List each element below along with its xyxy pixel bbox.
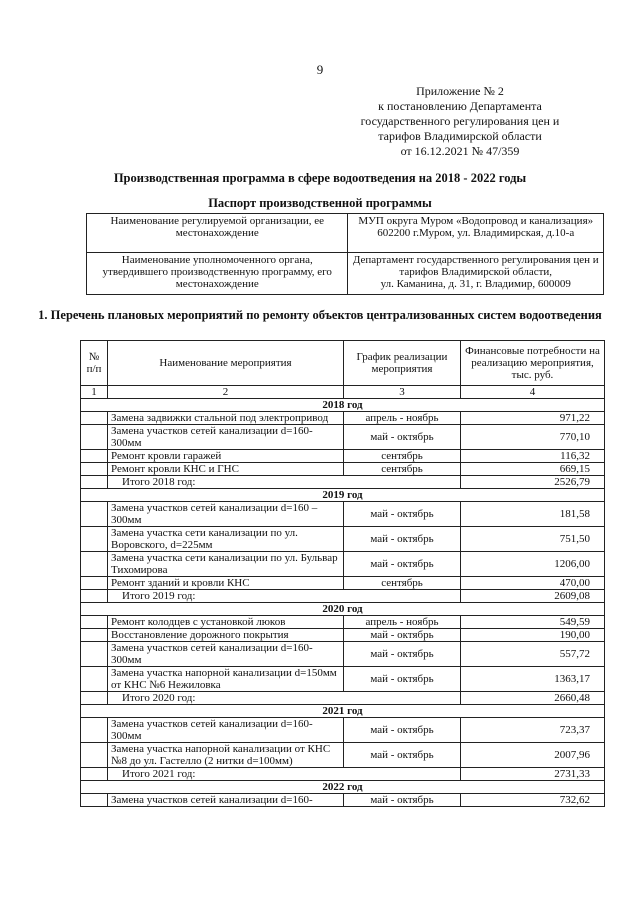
- table-row: [81, 629, 605, 642]
- measure-amount: 190,00: [461, 629, 605, 642]
- measure-amount: 181,58: [461, 502, 605, 527]
- row-number: [81, 527, 108, 552]
- row-number: [81, 642, 108, 667]
- measure-name: Замена участка сети канализации по ул. Бульвар Тихомирова: [108, 552, 344, 577]
- column-number-1: 1: [81, 386, 108, 399]
- measure-amount: 1206,00: [461, 552, 605, 577]
- total-label: Итого 2018 год:: [108, 476, 461, 489]
- row-number: [81, 768, 108, 781]
- year-label: 2021 год: [81, 705, 605, 718]
- measure-name: Восстановление дорожного покрытия: [108, 629, 344, 642]
- measure-name: Ремонт кровли КНС и ГНС: [108, 463, 344, 476]
- total-row: [81, 768, 605, 781]
- appendix-block: [300, 84, 620, 159]
- column-number-3: 3: [344, 386, 461, 399]
- table-row: [81, 718, 605, 743]
- row-number: [81, 425, 108, 450]
- measure-schedule: май - октябрь: [344, 642, 461, 667]
- measure-amount: 116,32: [461, 450, 605, 463]
- passport-table: [86, 213, 604, 295]
- measure-amount: 732,62: [461, 794, 605, 807]
- table-row: [81, 743, 605, 768]
- measure-name: Ремонт кровли гаражей: [108, 450, 344, 463]
- year-row: [81, 705, 605, 718]
- year-label: 2018 год: [81, 399, 605, 412]
- total-label: Итого 2019 год:: [108, 590, 461, 603]
- measure-amount: 971,22: [461, 412, 605, 425]
- measure-amount: 470,00: [461, 577, 605, 590]
- measure-schedule: май - октябрь: [344, 527, 461, 552]
- table-row: [81, 667, 605, 692]
- measure-schedule: май - октябрь: [344, 667, 461, 692]
- measure-amount: 557,72: [461, 642, 605, 667]
- table-row: [81, 642, 605, 667]
- row-number: [81, 502, 108, 527]
- total-row: [81, 476, 605, 489]
- row-number: [81, 552, 108, 577]
- row-number: [81, 794, 108, 807]
- total-label: Итого 2021 год:: [108, 768, 461, 781]
- row-number: [81, 450, 108, 463]
- measure-schedule: сентябрь: [344, 463, 461, 476]
- measure-amount: 751,50: [461, 527, 605, 552]
- year-row: [81, 489, 605, 502]
- table-row: [81, 527, 605, 552]
- passport-authority-name: Департамент государственного регулирования цен и тарифов Владимирской области,: [352, 254, 599, 278]
- appendix-line-2: к постановлению Департамента: [378, 99, 542, 113]
- measure-name: Замена участков сетей канализации d=160-: [108, 794, 344, 807]
- passport-authority-label: Наименование уполномоченного органа, утвердившего производственную программу, его местонахождение: [87, 253, 348, 295]
- measure-schedule: май - октябрь: [344, 794, 461, 807]
- total-row: [81, 590, 605, 603]
- passport-org-address: 602200 г.Муром, ул. Владимирская, д.10-а: [377, 227, 575, 239]
- year-row: [81, 603, 605, 616]
- row-number: [81, 718, 108, 743]
- header-schedule: График реализации мероприятия: [344, 341, 461, 386]
- row-number: [81, 616, 108, 629]
- year-label: 2020 год: [81, 603, 605, 616]
- measure-name: Ремонт зданий и кровли КНС: [108, 577, 344, 590]
- total-amount: 2526,79: [461, 476, 605, 489]
- measure-name: Замена участка сети канализации по ул. Воровского, d=225мм: [108, 527, 344, 552]
- appendix-line-5: от 16.12.2021 № 47/359: [400, 144, 520, 158]
- passport-row-organization: [87, 214, 604, 253]
- measure-name: Замена участков сетей канализации d=160-300мм: [108, 642, 344, 667]
- measure-name: Замена участков сетей канализации d=160-300мм: [108, 718, 344, 743]
- table-row: [81, 412, 605, 425]
- section-1-title: 1. Перечень плановых мероприятий по ремонту объектов централизованных систем водоотведения: [38, 308, 602, 322]
- table-header-row: [81, 341, 605, 386]
- row-number: [81, 476, 108, 489]
- year-row: [81, 399, 605, 412]
- row-number: [81, 577, 108, 590]
- measure-schedule: сентябрь: [344, 577, 461, 590]
- column-number-4: 4: [461, 386, 605, 399]
- measure-name: Замена участка напорной канализации d=150мм от КНС №6 Нежиловка: [108, 667, 344, 692]
- row-number: [81, 590, 108, 603]
- measure-name: Замена участков сетей канализации d=160-300мм: [108, 425, 344, 450]
- row-number: [81, 667, 108, 692]
- column-number-row: [81, 386, 605, 399]
- row-number: [81, 463, 108, 476]
- header-finance: Финансовые потребности на реализацию мероприятия, тыс. руб.: [461, 341, 605, 386]
- measure-amount: 549,59: [461, 616, 605, 629]
- total-amount: 2609,08: [461, 590, 605, 603]
- total-amount: 2731,33: [461, 768, 605, 781]
- year-label: 2022 год: [81, 781, 605, 794]
- total-label: Итого 2020 год:: [108, 692, 461, 705]
- appendix-line-4: тарифов Владимирской области: [378, 129, 542, 143]
- measure-amount: 723,37: [461, 718, 605, 743]
- table-row: [81, 616, 605, 629]
- table-row: [81, 450, 605, 463]
- passport-authority-address: ул. Каманина, д. 31, г. Владимир, 600009: [380, 278, 571, 290]
- table-row: [81, 463, 605, 476]
- total-row: [81, 692, 605, 705]
- table-row: [81, 502, 605, 527]
- measure-amount: 669,15: [461, 463, 605, 476]
- measure-schedule: май - октябрь: [344, 743, 461, 768]
- page-number: 9: [316, 62, 324, 77]
- table-row: [81, 552, 605, 577]
- measure-name: Замена задвижки стальной под электропривод: [108, 412, 344, 425]
- total-amount: 2660,48: [461, 692, 605, 705]
- header-num: № п/п: [81, 341, 108, 386]
- measure-amount: 2007,96: [461, 743, 605, 768]
- measure-schedule: май - октябрь: [344, 552, 461, 577]
- passport-org-label: Наименование регулируемой организации, ее местонахождение: [87, 214, 348, 253]
- measure-amount: 1363,17: [461, 667, 605, 692]
- measure-name: Замена участка напорной канализации от КНС №8 до ул. Гастелло (2 нитки d=100мм): [108, 743, 344, 768]
- year-label: 2019 год: [81, 489, 605, 502]
- appendix-line-3: государственного регулирования цен и: [360, 114, 560, 128]
- measure-schedule: апрель - ноябрь: [344, 616, 461, 629]
- row-number: [81, 412, 108, 425]
- measure-schedule: май - октябрь: [344, 629, 461, 642]
- measure-name: Замена участков сетей канализации d=160 – 300мм: [108, 502, 344, 527]
- passport-org-value: [348, 214, 604, 253]
- measure-schedule: май - октябрь: [344, 718, 461, 743]
- document-title: Производственная программа в сфере водоотведения на 2018 - 2022 годы: [113, 171, 527, 185]
- measure-schedule: май - октябрь: [344, 502, 461, 527]
- row-number: [81, 743, 108, 768]
- passport-title: Паспорт производственной программы: [208, 196, 432, 210]
- row-number: [81, 629, 108, 642]
- measure-amount: 770,10: [461, 425, 605, 450]
- table-row: [81, 425, 605, 450]
- header-name: Наименование мероприятия: [108, 341, 344, 386]
- passport-org-name: МУП округа Муром «Водопровод и канализация»: [358, 215, 594, 227]
- table-row: [81, 794, 605, 807]
- column-number-2: 2: [108, 386, 344, 399]
- passport-row-authority: [87, 253, 604, 295]
- row-number: [81, 692, 108, 705]
- measure-schedule: сентябрь: [344, 450, 461, 463]
- passport-authority-value: [348, 253, 604, 295]
- measure-schedule: апрель - ноябрь: [344, 412, 461, 425]
- year-row: [81, 781, 605, 794]
- appendix-line-1: Приложение № 2: [416, 84, 504, 98]
- repair-measures-table: [80, 340, 605, 807]
- measure-name: Ремонт колодцев с установкой люков: [108, 616, 344, 629]
- measure-schedule: май - октябрь: [344, 425, 461, 450]
- table-row: [81, 577, 605, 590]
